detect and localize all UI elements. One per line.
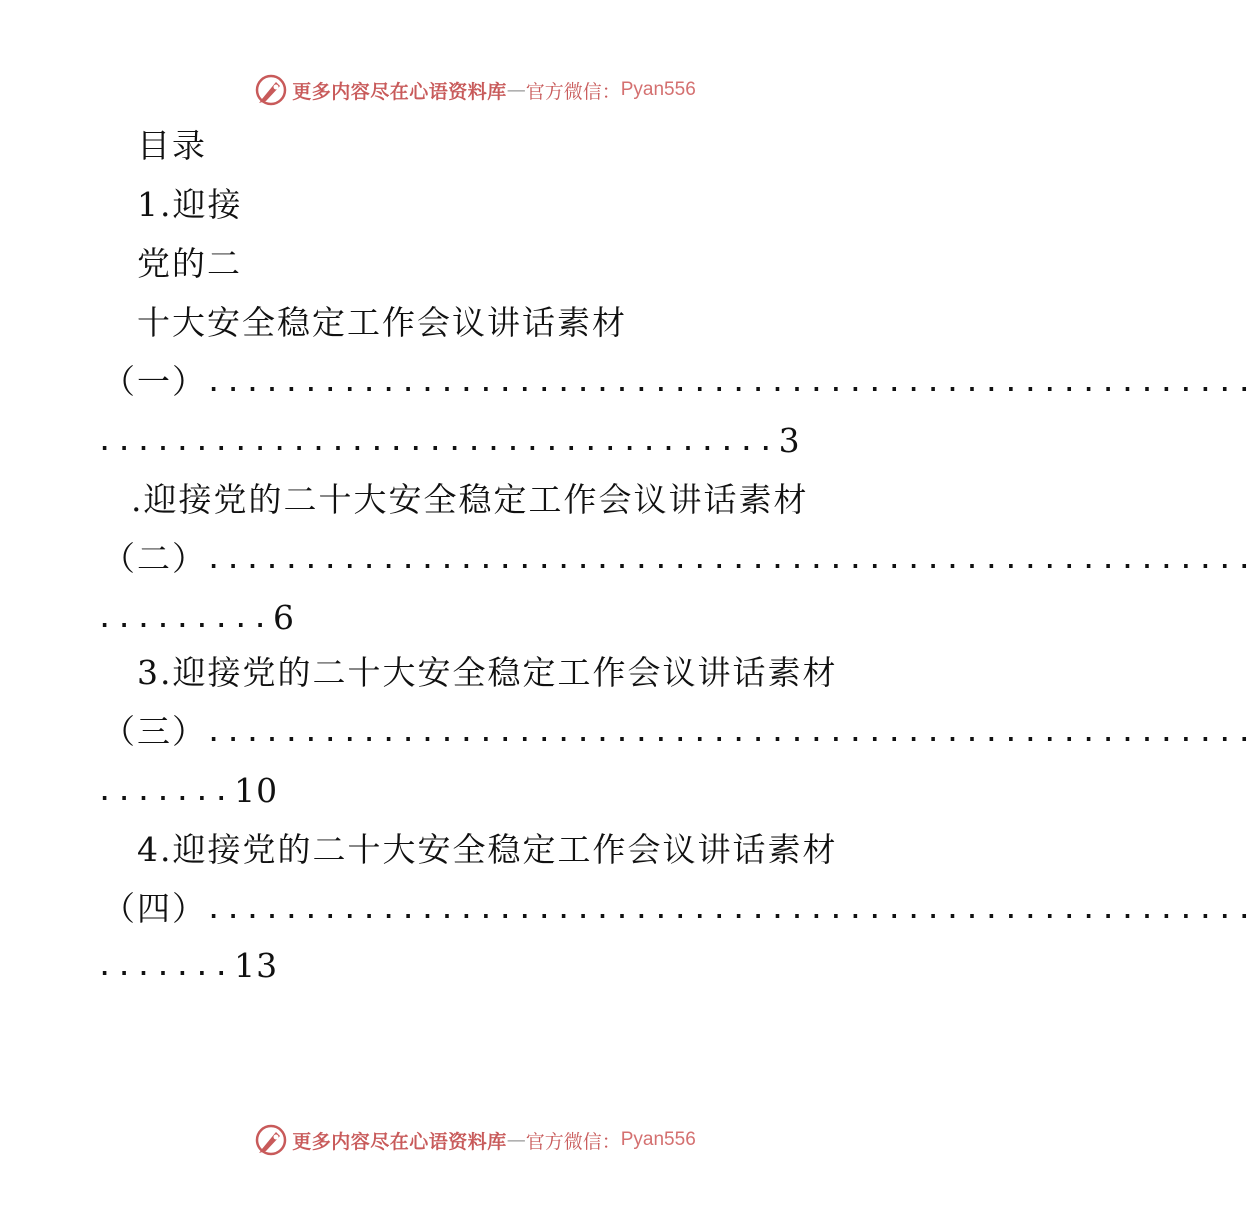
toc-entry-1-line-3: 十大安全稳定工作会议讲话素材 [137,303,627,342]
watermark-wechat-label: 官方微信： [525,80,621,103]
toc-entry-1-tail[interactable] [98,421,801,461]
toc-entry-4-tail[interactable] [98,946,278,986]
toc-entry-2-line-1: .迎接党的二十大安全稳定工作会议讲话素材 [131,480,809,519]
toc-entry-3-dots: ...................................................... [207,722,1257,747]
toc-entry-1-tail-dots: ................................... [98,431,779,456]
toc-entry-4-label: （四） [102,889,207,928]
watermark-separator: — [506,1129,526,1151]
pen-logo-icon [254,73,288,107]
toc-entry-1-label: （一） [102,362,207,401]
toc-title: 目录 [137,126,207,165]
toc-entry-3-leader[interactable] [102,712,1257,752]
toc-entry-2-leader[interactable] [102,539,1257,579]
toc-entry-3-tail-dots: ....... [98,781,235,806]
watermark-wechat-label: 官方微信： [525,1130,621,1153]
watermark-separator: — [506,79,526,101]
toc-entry-3-page: 10 [234,771,279,810]
footer-watermark [0,1120,950,1160]
toc-entry-4-tail-dots: ....... [98,956,235,981]
header-watermark [0,70,950,110]
watermark-wechat-id: Pyan556 [620,1129,696,1150]
toc-entry-1-line-2: 党的二 [137,244,242,283]
toc-entry-4-leader[interactable] [102,889,1257,929]
toc-entry-2-page: 6 [273,598,296,637]
toc-entry-4-dots: ...................................................... [207,899,1257,924]
toc-entry-2-tail[interactable] [98,598,295,638]
toc-entry-1-line-1: 1.迎接 [137,185,243,224]
toc-entry-3-tail[interactable] [98,771,278,811]
watermark-main-text: 更多内容尽在心语资料库 [292,1130,507,1153]
toc-entry-2-tail-dots: ......... [98,608,274,633]
toc-entry-1-dots: ...................................................... [207,372,1257,397]
watermark-wechat-id: Pyan556 [620,79,696,100]
toc-entry-3-line-1: 3.迎接党的二十大安全稳定工作会议讲话素材 [137,653,838,692]
toc-entry-4-page: 13 [234,946,279,985]
toc-entry-3-label: （三） [102,712,207,751]
toc-entry-1-leader[interactable] [102,362,1257,402]
pen-logo-icon [254,1123,288,1157]
toc-entry-2-dots: ...................................................... [207,549,1257,574]
toc-entry-1-page: 3 [778,421,801,460]
toc-entry-2-label: （二） [102,539,207,578]
watermark-main-text: 更多内容尽在心语资料库 [292,80,507,103]
toc-entry-4-line-1: 4.迎接党的二十大安全稳定工作会议讲话素材 [137,830,838,869]
